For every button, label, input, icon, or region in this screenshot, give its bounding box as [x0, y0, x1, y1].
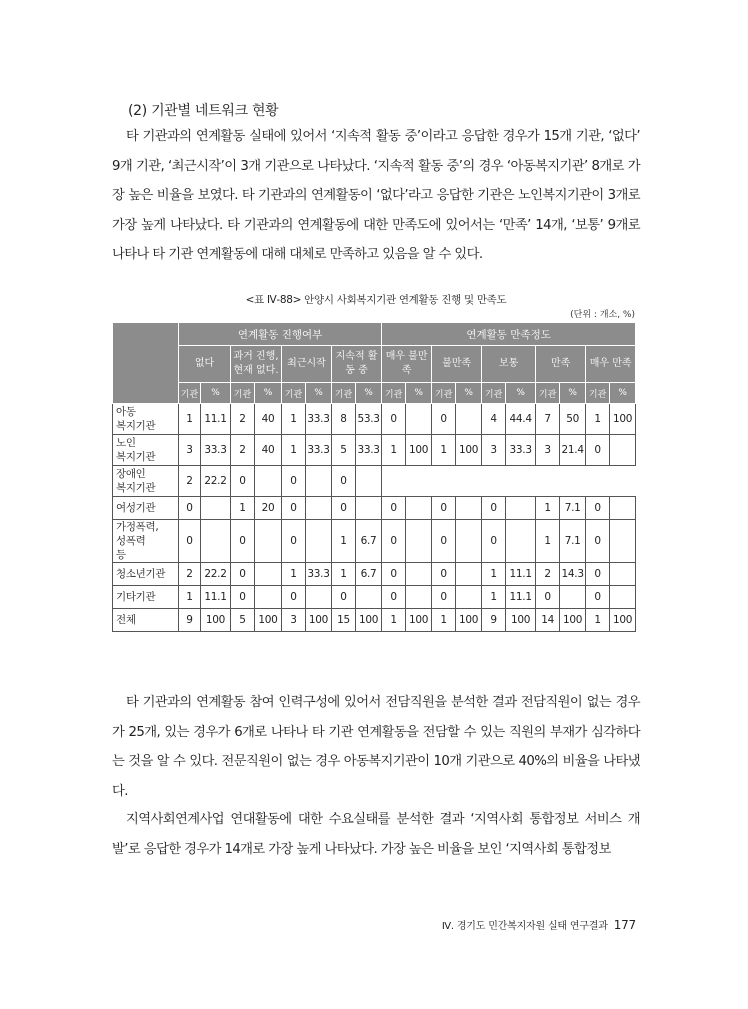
paragraph-1-text: 타 기관과의 연계활동 실태에 있어서 ‘지속적 활동 중’이라고 응답한 경우가 15개 기관, ‘없다’ 9개 기관, ‘최근시작’이 3개 기관으로 나타났다. ‘지속적 활동 중’의 경우 ‘아동복지기관’ 8개로 가장 높은 비율을 보였다. 타 기관과의 연계활동이 ‘없다’라고 응답한 기관은 노인복지기관이 3개로 가장 높게 나타났다. 타 기관과의 연계활동에 대한 만족도에 있어서는 ‘만족’ 14개, ‘보통’ 9개로 나타나 타 기관 연계활동에 대해 대체로 만족하고 있음을 알 수 있다.	[112, 129, 640, 262]
table-cell: 2	[231, 435, 255, 466]
table-cell: 0	[282, 497, 306, 520]
table-cell	[255, 520, 282, 563]
table-cell: 14	[536, 609, 560, 632]
table-cell	[610, 586, 636, 609]
table-cell: 100	[306, 609, 332, 632]
table-cell: 100	[406, 609, 432, 632]
table-cell	[456, 586, 482, 609]
table-row	[113, 586, 636, 609]
table-cell	[306, 586, 332, 609]
table-cell: 9	[482, 609, 506, 632]
table-cell: 0	[432, 586, 456, 609]
table-cell: 53.3	[356, 404, 382, 435]
table-cell: 0	[586, 563, 610, 586]
table-cell	[356, 497, 382, 520]
table-cell: 14.3	[560, 563, 586, 586]
table-cell: 100	[456, 435, 482, 466]
table-cell: 2	[536, 563, 560, 586]
paragraph-1	[112, 122, 640, 270]
col-label-count: 기관	[332, 383, 356, 404]
table-cell	[406, 404, 432, 435]
col-label-percent: %	[201, 383, 231, 404]
table-cell	[306, 497, 332, 520]
table-cell: 100	[356, 609, 382, 632]
sub-header: 없다	[179, 346, 231, 383]
row-header: 아동 복지기관	[113, 404, 179, 435]
table-cell: 0	[586, 435, 610, 466]
footer-chapter: Ⅳ. 경기도 민간복지자원 실태 연구결과	[441, 921, 608, 932]
paragraph-2-text: 타 기관과의 연계활동 참여 인력구성에 있어서 전담직원을 분석한 결과 전담직원이 없는 경우가 25개, 있는 경우가 6개로 나타나 타 기관 연계활동을 전담할 수 있는 직원의 부재가 심각하다는 것을 알 수 있다. 전문직원이 없는 경우 아동복지기관이 10개 기관으로 40%의 비율을 나타냈다.	[112, 695, 640, 799]
row-header: 노인 복지기관	[113, 435, 179, 466]
table-cell: 1	[179, 586, 201, 609]
table-cell	[406, 497, 432, 520]
table-cell: 0	[332, 586, 356, 609]
table-cell: 1	[332, 520, 356, 563]
sub-header: 불만족	[432, 346, 482, 383]
table-cell: 5	[231, 609, 255, 632]
col-label-percent: %	[306, 383, 332, 404]
col-label-percent: %	[610, 383, 636, 404]
col-label-percent: %	[255, 383, 282, 404]
table-cell: 0	[179, 497, 201, 520]
table-cell: 100	[201, 609, 231, 632]
table-cell: 20	[255, 497, 282, 520]
row-header: 가정폭력, 성폭력 등	[113, 520, 179, 563]
table-cell: 0	[282, 520, 306, 563]
table-cell: 0	[231, 563, 255, 586]
table-cell: 0	[231, 520, 255, 563]
table-cell: 1	[282, 435, 306, 466]
sub-header: 과거 진행, 현재 없다.	[231, 346, 282, 383]
table-cell: 15	[332, 609, 356, 632]
paragraph-2	[112, 688, 640, 806]
col-label-percent: %	[406, 383, 432, 404]
table-cell: 0	[482, 520, 506, 563]
table-cell: 3	[282, 609, 306, 632]
table-cell: 1	[536, 520, 560, 563]
table-cell: 0	[231, 466, 255, 497]
table-cell	[456, 520, 482, 563]
table-cell: 1	[586, 609, 610, 632]
table-cell: 1	[482, 586, 506, 609]
col-label-percent: %	[356, 383, 382, 404]
table-cell: 22.2	[201, 466, 231, 497]
sub-header: 최근시작	[282, 346, 332, 383]
table-row	[113, 497, 636, 520]
table-cell: 11.1	[201, 404, 231, 435]
table-row	[113, 609, 636, 632]
page-number: 177	[613, 918, 636, 932]
table-cell	[306, 466, 332, 497]
table-cell: 2	[179, 563, 201, 586]
table-cell: 3	[482, 435, 506, 466]
group-header-satisfaction: 연계활동 만족정도	[382, 323, 636, 346]
col-label-count: 기관	[586, 383, 610, 404]
table-cell: 100	[610, 404, 636, 435]
table-cell: 100	[560, 609, 586, 632]
table-cell	[356, 586, 382, 609]
col-label-percent: %	[560, 383, 586, 404]
table-row	[113, 563, 636, 586]
table-cell	[456, 563, 482, 586]
sub-header: 매우 만족	[586, 346, 636, 383]
table-cell: 1	[432, 609, 456, 632]
section-heading: (2) 기관별 네트워크 현황	[128, 103, 279, 119]
table-row	[113, 466, 636, 497]
table-cell: 4	[482, 404, 506, 435]
col-label-count: 기관	[282, 383, 306, 404]
table-cell: 1	[332, 563, 356, 586]
table-cell: 33.3	[506, 435, 536, 466]
col-label-count: 기관	[432, 383, 456, 404]
table-cell: 44.4	[506, 404, 536, 435]
row-header: 장애인 복지기관	[113, 466, 179, 497]
table-unit: (단위 : 개소, %)	[570, 310, 635, 320]
table-cell	[456, 404, 482, 435]
col-label-count: 기관	[482, 383, 506, 404]
table-cell: 0	[586, 497, 610, 520]
table-cell: 40	[255, 435, 282, 466]
col-label-count: 기관	[179, 383, 201, 404]
table-cell: 0	[282, 586, 306, 609]
table-cell: 0	[586, 586, 610, 609]
table-cell: 1	[179, 404, 201, 435]
table-cell: 7	[536, 404, 560, 435]
table-cell: 22.2	[201, 563, 231, 586]
table-cell: 0	[432, 520, 456, 563]
table-cell: 0	[231, 586, 255, 609]
table-cell: 100	[456, 609, 482, 632]
table-cell: 40	[255, 404, 282, 435]
table-cell: 1	[432, 435, 456, 466]
table-row	[113, 435, 636, 466]
table-cell: 33.3	[306, 563, 332, 586]
table-cell: 5	[332, 435, 356, 466]
table-cell: 1	[482, 563, 506, 586]
paragraph-3-text: 지역사회연계사업 연대활동에 대한 수요실태를 분석한 결과 ‘지역사회 통합정보 서비스 개발’로 응답한 경우가 14개로 가장 높게 나타났다. 가장 높은 비율을 보인 ‘지역사회 통합정보	[112, 812, 640, 857]
table-cell	[406, 563, 432, 586]
table-cell	[255, 563, 282, 586]
table-row	[113, 404, 636, 435]
table-cell: 1	[536, 497, 560, 520]
table-cell: 100	[255, 609, 282, 632]
table-cell: 1	[382, 609, 406, 632]
table-cell	[506, 520, 536, 563]
table-cell: 7.1	[560, 497, 586, 520]
col-label-percent: %	[456, 383, 482, 404]
row-header: 전체	[113, 609, 179, 632]
table-cell	[255, 466, 282, 497]
table-cell: 1	[282, 404, 306, 435]
page-footer	[442, 917, 636, 932]
row-header: 여성기관	[113, 497, 179, 520]
table-cell: 21.4	[560, 435, 586, 466]
table-cell: 0	[382, 497, 406, 520]
table-cell: 33.3	[306, 404, 332, 435]
group-header-progress: 연계활동 진행여부	[179, 323, 382, 346]
table-cell: 1	[282, 563, 306, 586]
table-cell: 1	[586, 404, 610, 435]
table-cell: 6.7	[356, 563, 382, 586]
table-cell: 0	[332, 466, 356, 497]
table-cell	[406, 520, 432, 563]
table-cell	[506, 497, 536, 520]
table-cell: 11.1	[201, 586, 231, 609]
table-cell: 11.1	[506, 563, 536, 586]
sub-header: 만족	[536, 346, 586, 383]
table-cell	[610, 497, 636, 520]
table-cell: 0	[382, 586, 406, 609]
table-cell	[306, 520, 332, 563]
table-cell: 0	[382, 563, 406, 586]
network-status-table	[112, 322, 636, 632]
col-label-count: 기관	[231, 383, 255, 404]
col-label-count: 기관	[536, 383, 560, 404]
table-cell: 33.3	[356, 435, 382, 466]
table-cell: 0	[482, 497, 506, 520]
table-caption: <표 Ⅳ-88> 안양시 사회복지기관 연계활동 진행 및 만족도	[245, 294, 507, 306]
row-header: 청소년기관	[113, 563, 179, 586]
table-cell: 0	[382, 520, 406, 563]
table-cell	[456, 497, 482, 520]
table-cell: 0	[432, 404, 456, 435]
table-cell: 11.1	[506, 586, 536, 609]
table-cell	[201, 497, 231, 520]
table-cell: 0	[432, 563, 456, 586]
table-cell	[560, 586, 586, 609]
table-cell	[610, 563, 636, 586]
col-label-percent: %	[506, 383, 536, 404]
table-cell	[406, 586, 432, 609]
table-cell: 33.3	[306, 435, 332, 466]
table-cell	[201, 520, 231, 563]
table-cell	[610, 435, 636, 466]
table-cell: 0	[432, 497, 456, 520]
table-cell: 3	[536, 435, 560, 466]
sub-header: 매우 불만족	[382, 346, 432, 383]
sub-header: 보통	[482, 346, 536, 383]
sub-header: 지속적 활동 중	[332, 346, 382, 383]
table-cell: 0	[382, 404, 406, 435]
empty-cell	[382, 466, 636, 497]
table-cell: 0	[179, 520, 201, 563]
table-cell: 2	[231, 404, 255, 435]
row-header: 기타기관	[113, 586, 179, 609]
table-cell	[255, 586, 282, 609]
table-cell	[356, 466, 382, 497]
table-cell: 1	[382, 435, 406, 466]
table-cell: 0	[282, 466, 306, 497]
table-cell: 2	[179, 466, 201, 497]
table-cell	[610, 520, 636, 563]
table-row	[113, 520, 636, 563]
table-cell: 50	[560, 404, 586, 435]
table-cell: 100	[610, 609, 636, 632]
table-cell: 0	[332, 497, 356, 520]
table-cell: 3	[179, 435, 201, 466]
table-cell: 6.7	[356, 520, 382, 563]
table-cell: 100	[406, 435, 432, 466]
paragraph-3	[112, 805, 640, 864]
col-label-count: 기관	[382, 383, 406, 404]
table-cell: 0	[586, 520, 610, 563]
table-cell: 100	[506, 609, 536, 632]
table-cell: 1	[231, 497, 255, 520]
table-cell: 7.1	[560, 520, 586, 563]
table-cell: 0	[536, 586, 560, 609]
table-cell: 33.3	[201, 435, 231, 466]
table-cell: 8	[332, 404, 356, 435]
table-corner-cell	[113, 323, 179, 404]
table-cell: 9	[179, 609, 201, 632]
